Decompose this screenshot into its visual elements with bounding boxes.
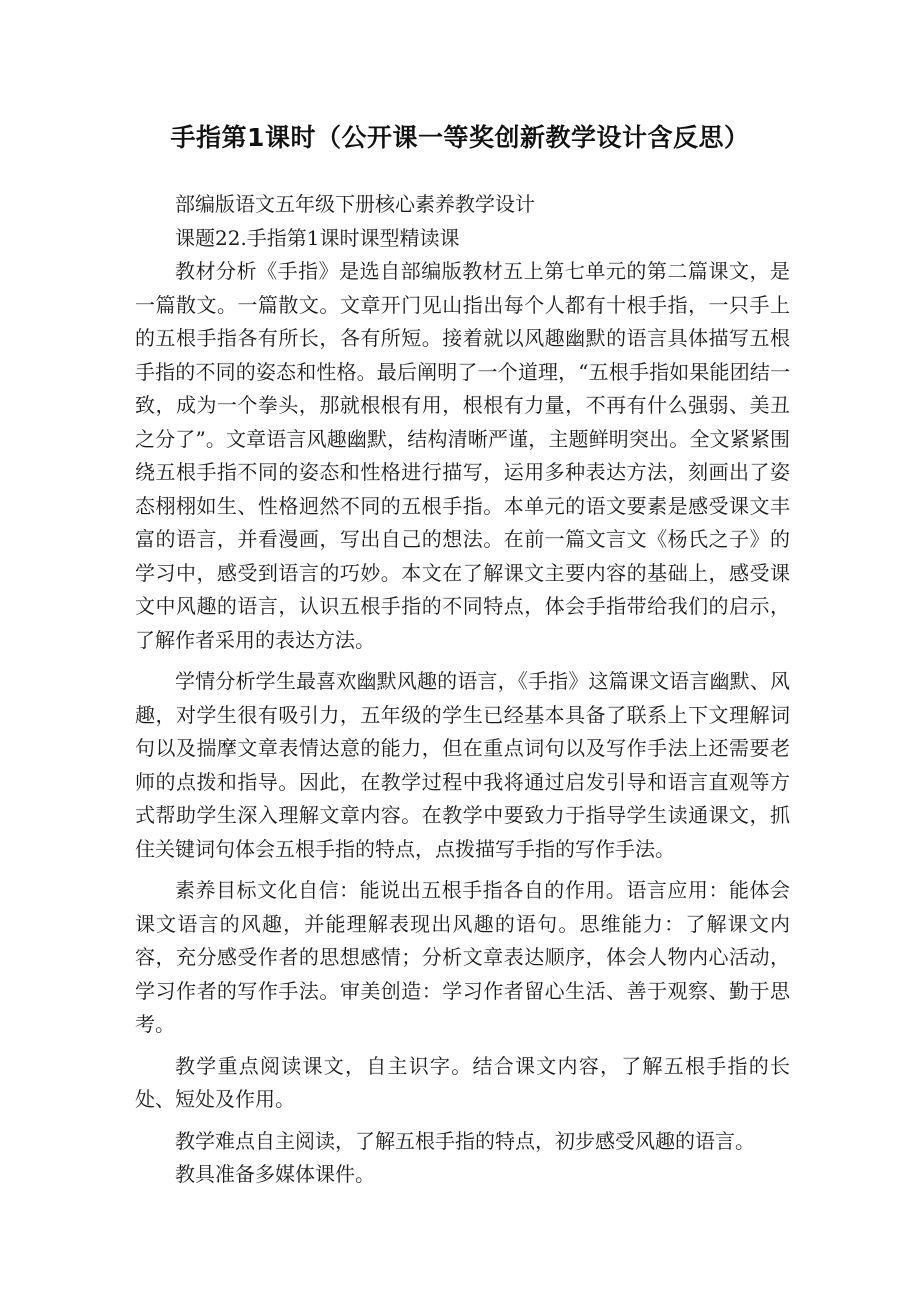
lesson-line: 课题22.手指第1课时课型精读课 [175, 225, 460, 250]
paragraph-student-analysis: 学情分析学生最喜欢幽默风趣的语言，《手指》这篇课文语言幽默、风趣，对学生很有吸引力，五年级的学生已经基本具备了联系上下文理解词句以及揣摩文章表情达意的能力，但在重点词句以及写作手法上还需要老师的点拨和指导。因此，在教学过程中我将通过启发引导和语言直观等方式帮助学生深入理解文章内容。在教学中要致力于指导学生读通课文，抓住关键词句体会五根手指的特点，点拨描写手指的写作手法。 [135, 669, 790, 861]
paragraph-teaching-focus: 教学重点阅读课文，自主识字。结合课文内容，了解五根手指的长处、短处及作用。 [135, 1053, 790, 1111]
document-body [135, 188, 790, 1192]
subtitle-line: 部编版语文五年级下册核心素养教学设计 [175, 192, 535, 216]
paragraph-literacy-goals: 素养目标文化自信：能说出五根手指各自的作用。语言应用：能体会课文语言的风趣，并能理解表现出风趣的语句。思维能力：了解课文内容，充分感受作者的思想感情；分析文章表达顺序，体会人物内心活动，学习作者的写作手法。审美创造：学习作者留心生活、善于观察、勤于思考。 [135, 878, 790, 1036]
paragraph-teaching-aids: 教具准备多媒体课件。 [175, 1162, 375, 1186]
paragraph-textbook-analysis: 教材分析《手指》是选自部编版教材五上第七单元的第二篇课文，是一篇散文。一篇散文。文章开门见山指出每个人都有十根手指，一只手上的五根手指各有所长，各有所短。接着就以风趣幽默的语言具体描写五根手指的不同的姿态和性格。最后阐明了一个道理，“五根手指如果能团结一致，成为一个拳头，那就根根有用，根根有力量，不再有什么强弱、美丑之分了”。文章语言风趣幽默，结构清晰严谨，主题鲜明突出。全文紧紧围绕五根手指不同的姿态和性格进行描写，运用多种表达方法，刻画出了姿态栩栩如生、性格迥然不同的五根手指。本单元的语文要素是感受课文丰富的语言，并看漫画，写出自己的想法。在前一篇文言文《杨氏之子》的学习中，感受到语言的巧妙。本文在了解课文主要内容的基础上，感受课文中风趣的语言，认识五根手指的不同特点，体会手指带给我们的启示，了解作者采用的表达方法。 [135, 259, 790, 652]
paragraph-teaching-difficulty: 教学难点自主阅读，了解五根手指的特点，初步感受风趣的语言。 [175, 1128, 755, 1153]
document-title: 手指第1课时（公开课一等奖创新教学设计含反思） [170, 123, 750, 152]
